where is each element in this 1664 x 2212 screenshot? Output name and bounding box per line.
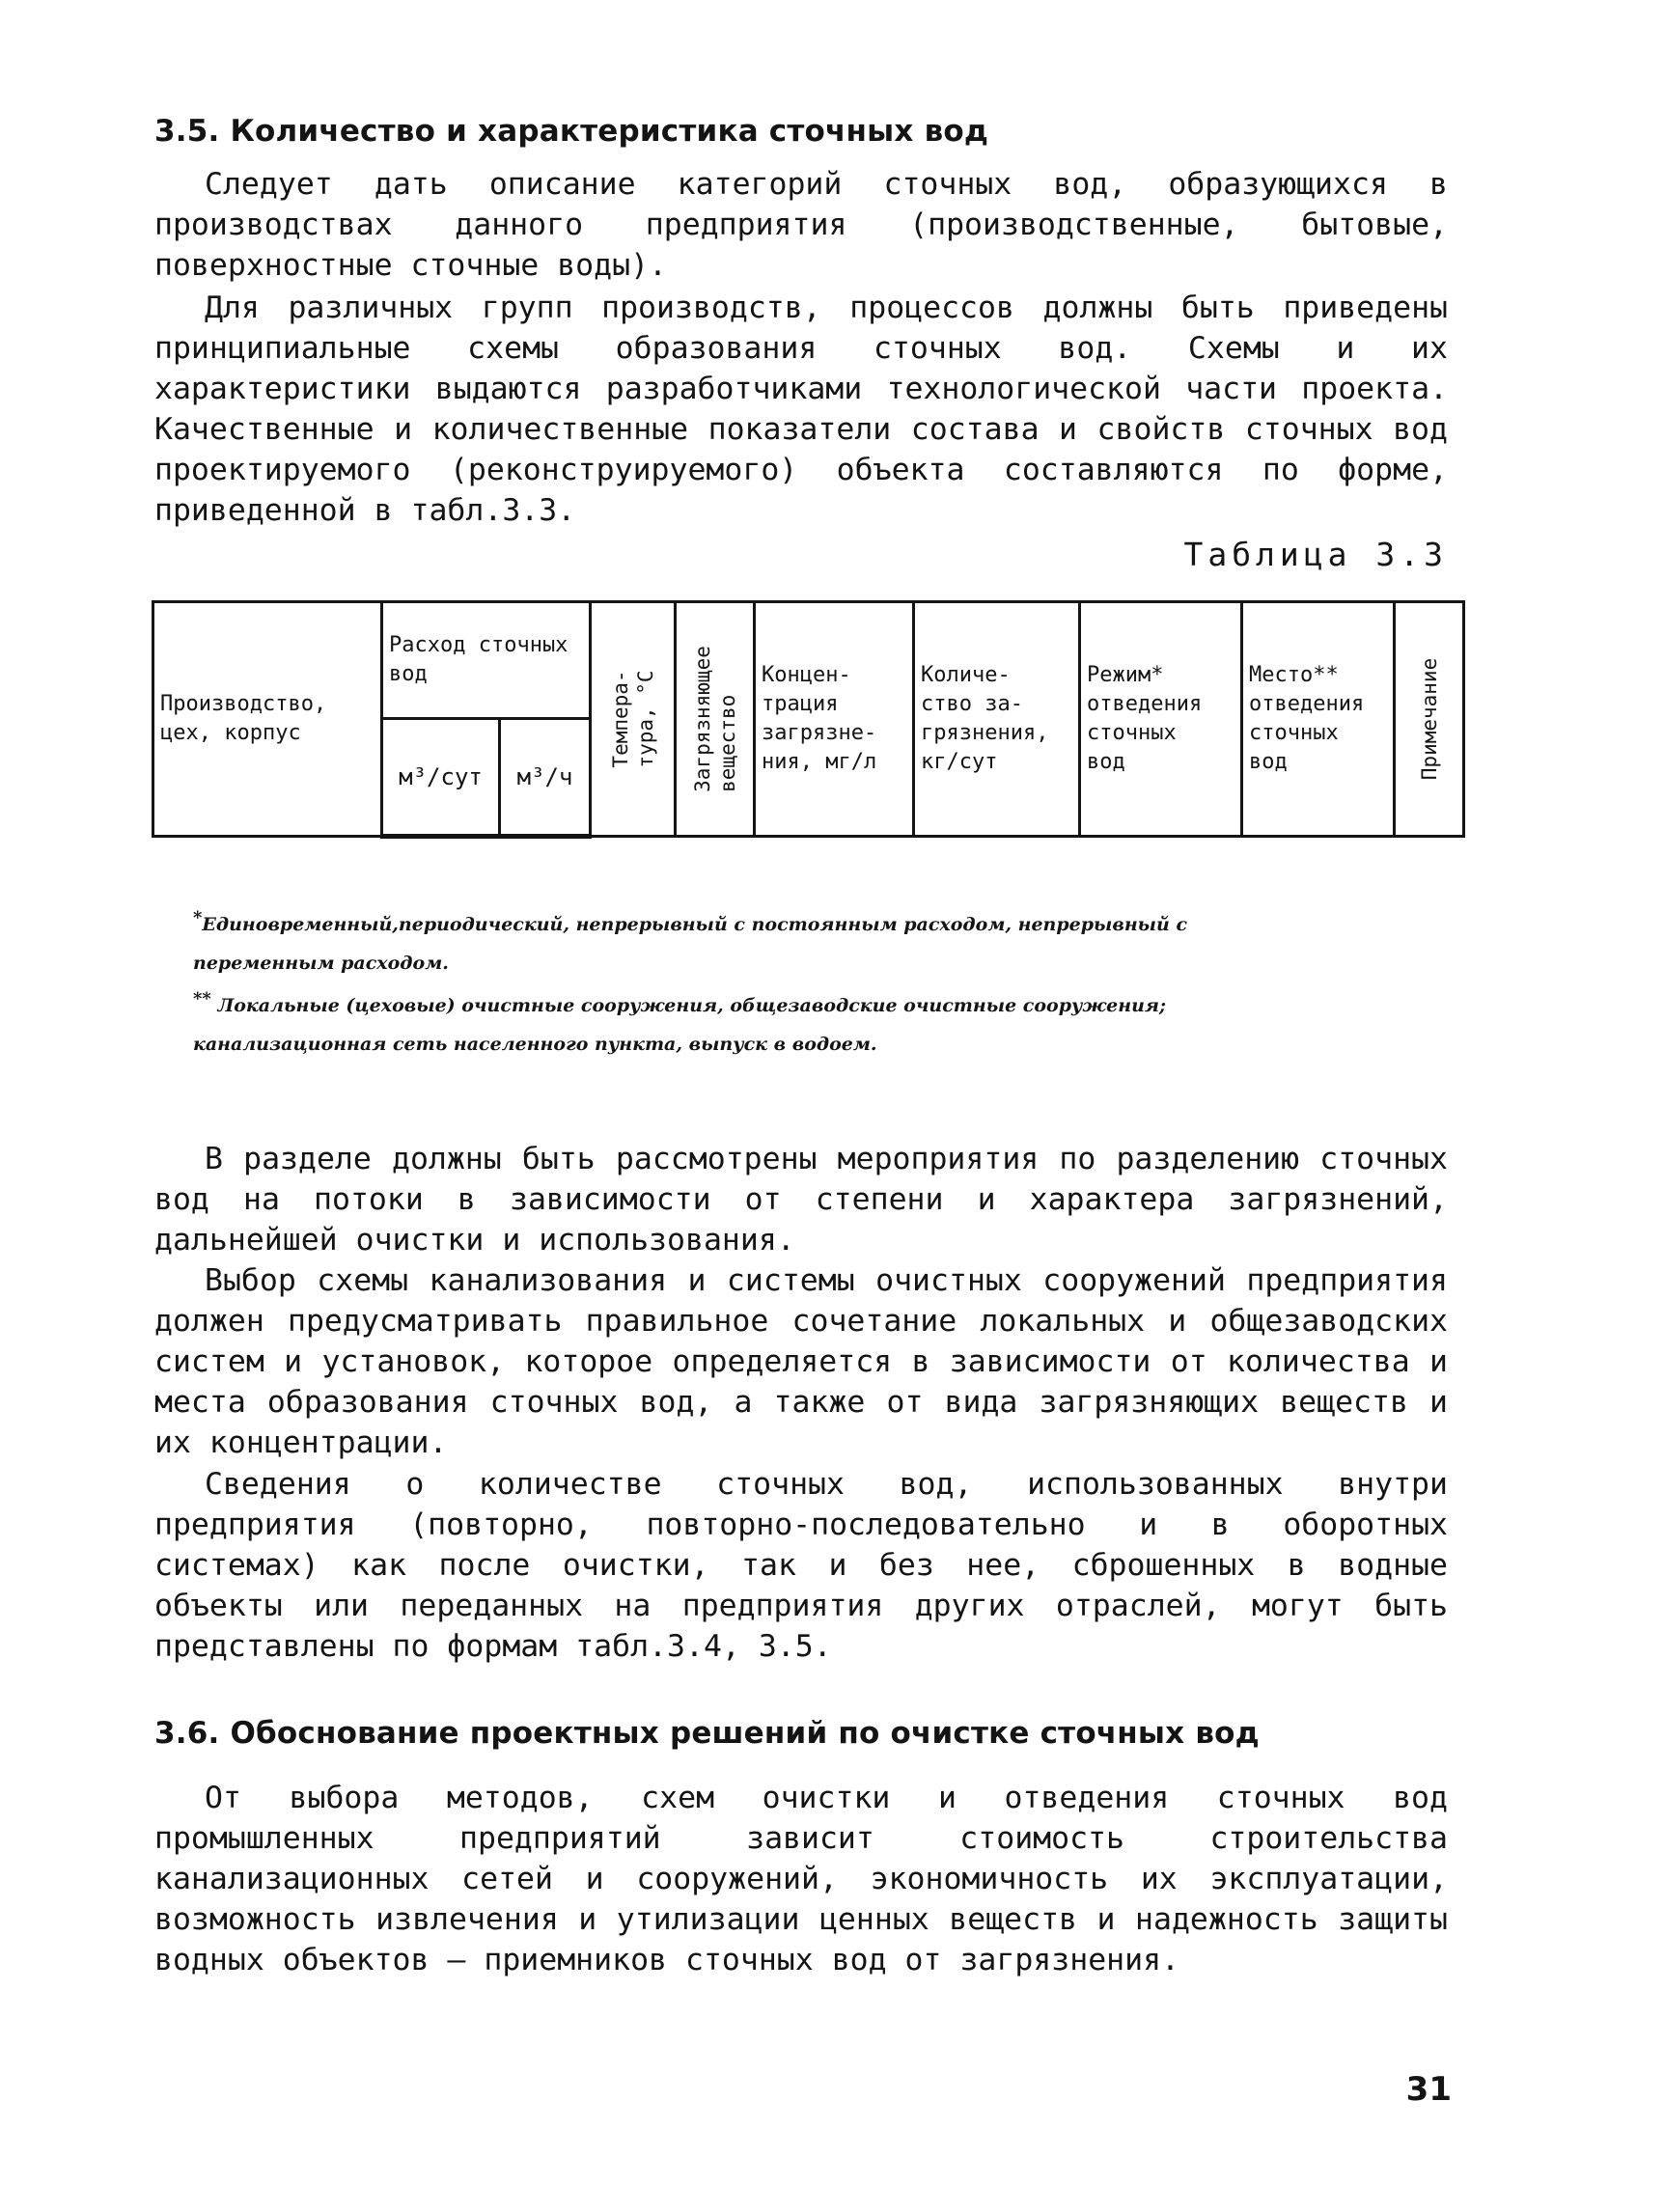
header-amount [914, 602, 1080, 837]
header-amount-label: Количе- ство за- грязнения, кг/сут [921, 663, 1049, 774]
section-3-5-paragraph-2: Для различных групп производств, процессов должны быть приведены принципиальные схемы образования сточных вод. Схемы и их характеристики выдаются разработчиками технологической части проекта. Качественные и количественные показатели состава и свойств сточных вод проектируемого (реконструируемого) объекта составляются по форме, приведенной в табл.3.3. [154, 290, 1448, 528]
header-concentration-label: Концен- трация загрязне- ния, мг/л [762, 663, 877, 774]
header-pollutant [676, 602, 755, 837]
header-production-label: Производство, цех, корпус [160, 692, 327, 745]
footnote-1-mark: * [193, 907, 203, 928]
header-flow-label: Расход сточных вод [389, 633, 569, 686]
continuation-paragraph-3: Сведения о количестве сточных вод, использованных внутри предприятия (повторно, повторно-последовательно и в оборотных системах) как после очистки, так и без нее, сброшенных в водные объекты или переданных на предприятия других отраслей, могут быть представлены по формам табл.3.4, 3.5. [154, 1467, 1448, 1664]
page-number: 31 [1405, 2070, 1452, 2109]
continuation-paragraph-2: Выбор схемы канализования и системы очистных сооружений предприятия должен предусматривать правильное сочетание локальных и общезаводских систем и установок, которое определяется в зависимости от количества и места образования сточных вод, а также от вида загрязняющих веществ и их концентрации. [154, 1263, 1448, 1460]
footnote-2-mark: ** [193, 988, 211, 1009]
footnote-1 [193, 905, 1332, 982]
footnote-2 [193, 986, 1332, 1064]
header-discharge-mode [1080, 602, 1242, 837]
section-3-6-heading: 3.6. Обоснование проектных решений по очистке сточных вод [154, 1716, 1260, 1751]
footnote-2-text: Локальные (цеховые) очистные сооружения, общезаводские очистные сооружения; канализационная сеть населенного пункта, выпуск в водоем. [193, 995, 1167, 1055]
footnote-1-text: Единовременный,периодический, непрерывный с постоянным расходом, непрерывный с переменным расходом. [193, 914, 1188, 974]
header-note [1395, 602, 1464, 837]
header-temperature [591, 602, 676, 837]
header-discharge-place [1242, 602, 1395, 837]
continuation-paragraph-1: В разделе должны быть рассмотрены мероприятия по разделению сточных вод на потоки в зависимости от степени и характера загрязнений, дальнейшей очистки и использования. [154, 1142, 1448, 1258]
header-pollutant-label: Загрязняющее вещество [690, 646, 739, 792]
header-discharge-place-label: Место** отведения сточных вод [1249, 663, 1365, 774]
header-flow [382, 602, 591, 719]
section-3-5-heading: 3.5. Количество и характеристика сточных вод [154, 114, 989, 149]
header-flow-per-hour: м³/ч [500, 719, 591, 837]
header-concentration [755, 602, 914, 837]
wastewater-characteristics-table [152, 600, 1465, 839]
header-temperature-label: Темпера- тура, °С [608, 670, 657, 768]
header-note-label: Примечание [1417, 657, 1441, 781]
header-flow-per-day: м³/сут [382, 719, 500, 837]
table-caption: Таблица 3.3 [1183, 536, 1448, 573]
header-discharge-mode-label: Режим* отведения сточных вод [1087, 663, 1203, 774]
section-3-6-paragraph-1: От выбора методов, схем очистки и отведения сточных вод промышленных предприятий зависит стоимость строительства канализационных сетей и сооружений, экономичность их эксплуатации, возможность извлечения и утилизации ценных веществ и надежность защиты водных объектов – приемников сточных вод от загрязнения. [154, 1781, 1448, 1977]
header-production [153, 602, 382, 837]
section-3-5-paragraph-1: Следует дать описание категорий сточных вод, образующихся в производствах данного предприятия (производственные, бытовые, поверхностные сточные воды). [154, 167, 1448, 283]
table-footnotes [193, 905, 1332, 1064]
